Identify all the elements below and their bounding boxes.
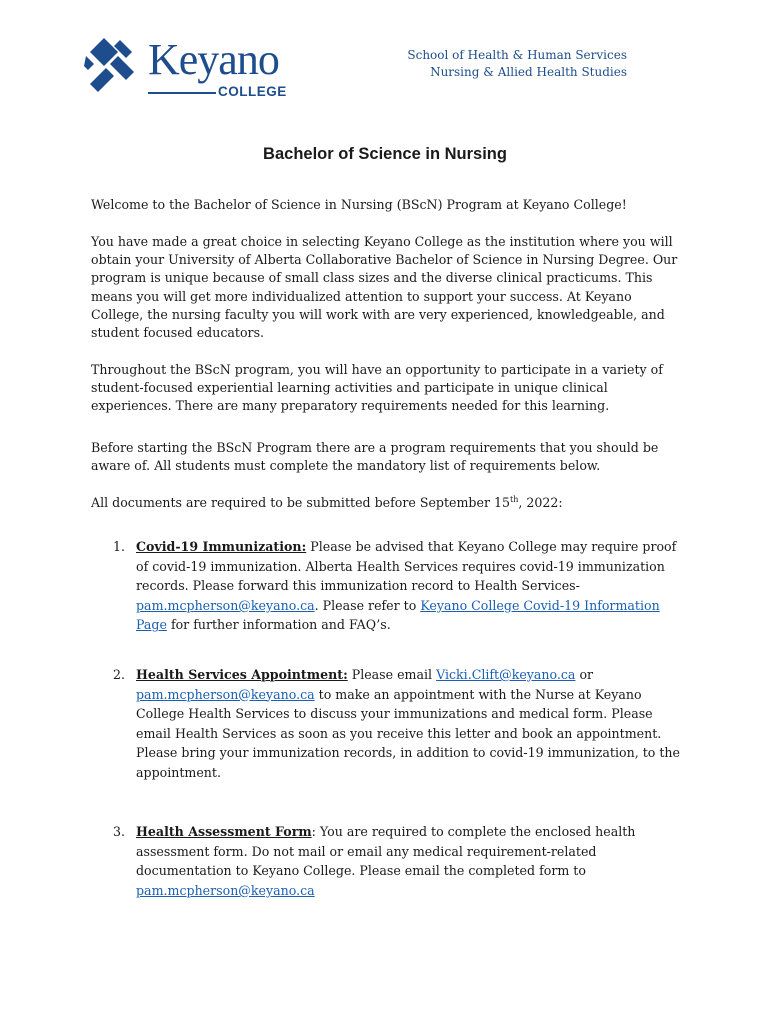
item-number: 1.	[113, 539, 126, 554]
item-text: Please be advised that Keyano College may require proof of covid-19 immunization. Alberta Health Services requires covid-19 immunization records. Please forward this immunization record to Health Services-	[136, 539, 677, 594]
page-title: Bachelor of Science in Nursing	[263, 145, 507, 163]
department-line-2: Nursing & Allied Health Studies	[430, 65, 627, 79]
email-link-pam[interactable]: pam.mcpherson@keyano.ca	[136, 597, 315, 613]
logo-college-label: COLLEGE	[218, 84, 287, 99]
email-link-vicki[interactable]: Vicki.Clift@keyano.ca	[436, 667, 576, 682]
requirement-item-health-services	[113, 665, 681, 783]
item-text: to make an appointment with the Nurse at Keyano College Health Services to discuss your immunizations and medical form. Please email Health Services as soon as you receive this letter and book an appointment. Please bring your immunization records, in addition to covid-19 immunization, to the appointment.	[136, 686, 680, 780]
keyano-emblem-icon	[84, 34, 146, 96]
requirement-item-health-assessment	[113, 822, 681, 900]
logo-wordmark: Keyano	[148, 35, 279, 84]
choice-paragraph: You have made a great choice in selecting Keyano College as the institution where you will obtain your University of Alberta Collaborative Bachelor of Science in Nursing Degree. Our program is unique because of small class sizes and the diverse clinical practicums. This means you will get more individualized attention to support your success. At Keyano College, the nursing faculty you will work with are very experienced, knowledgeable, and student focused educators.	[91, 234, 678, 341]
deadline-text: All documents are required to be submitted before September 15	[91, 495, 510, 510]
item-text: Please email	[347, 667, 437, 682]
item-label: Health Assessment Form	[136, 824, 312, 839]
covid-info-page-link[interactable]: Keyano College Covid-19 Information Page	[136, 597, 660, 633]
item-label: Health Services Appointment:	[136, 667, 348, 682]
logo-divider	[148, 92, 216, 94]
item-number: 3.	[113, 824, 126, 839]
welcome-paragraph: Welcome to the Bachelor of Science in Nursing (BScN) Program at Keyano College!	[91, 197, 627, 212]
item-text: or	[575, 667, 594, 682]
item-text: for further information and FAQ’s.	[166, 617, 391, 633]
item-text: : You are required to complete the enclosed health assessment form. Do not mail or email any medical requirement-related documentation to Keyano College. Please email the completed form to	[136, 824, 636, 879]
item-text: . Please refer to	[314, 597, 421, 613]
deadline-suffix: th	[510, 494, 519, 504]
throughout-paragraph: Throughout the BScN program, you will have an opportunity to participate in a variety of student-focused experiential learning activities and participate in unique clinical experiences. There are many preparatory requirements needed for this learning.	[91, 362, 663, 414]
item-number: 2.	[113, 667, 126, 682]
email-link-pam[interactable]: pam.mcpherson@keyano.ca	[136, 686, 315, 702]
department-header	[407, 47, 627, 81]
deadline-paragraph	[91, 494, 681, 512]
requirements-intro-paragraph: Before starting the BScN Program there are a program requirements that you should be aware of. All students must complete the mandatory list of requirements below.	[91, 440, 659, 474]
item-label: Covid-19 Immunization:	[136, 539, 307, 554]
deadline-year: , 2022:	[518, 495, 563, 510]
department-line-1: School of Health & Human Services	[407, 48, 627, 62]
requirement-item-covid	[113, 537, 681, 635]
email-link-pam[interactable]: pam.mcpherson@keyano.ca	[136, 882, 315, 898]
keyano-college-logo	[84, 32, 299, 104]
